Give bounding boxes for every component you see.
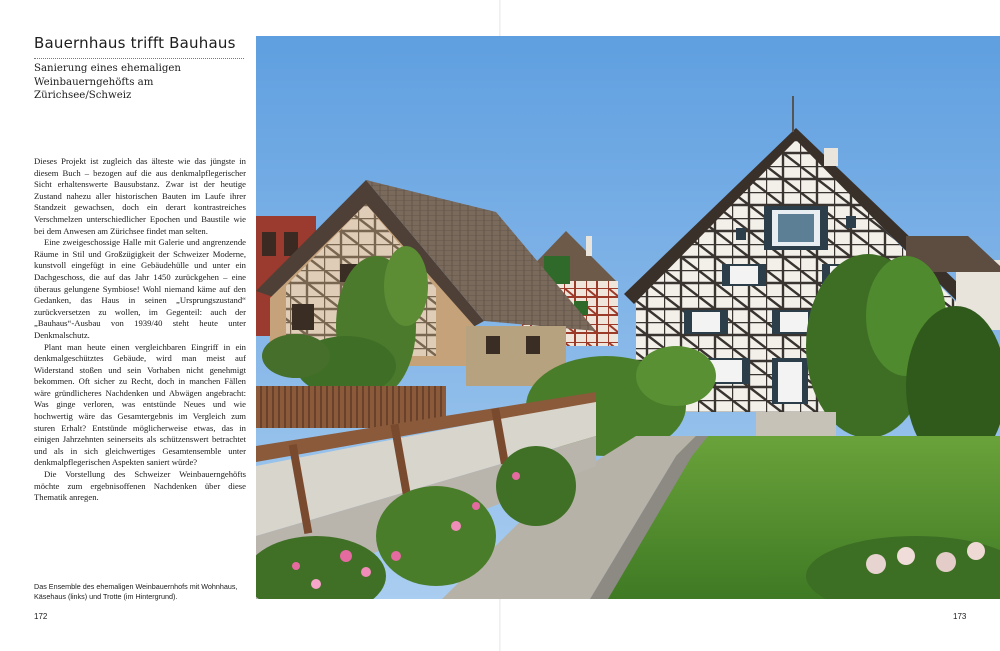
page-number-right: 173: [953, 612, 967, 621]
body-paragraph: Dieses Projekt ist zugleich das älteste wie das jüngste in diesem Buch – bezogen auf die aus denkmalpflegerischer Sicht erhaltenswerte Bausubstanz. Zwar ist der heutige Zustand nahezu aller historischen Bauten im Laufe ihrer Standzeit gewachsen, doch ein derart kontrastreiches Verschmelzen unterschiedlicher Epochen und Baustile wie bei dem Anwesen am Zürichsee findet man selten.: [34, 156, 246, 236]
body-paragraph: Eine zweigeschossige Halle mit Galerie und angrenzende Räume in Stil und Großzügigkeit der Schweizer Moderne, kunstvoll eingefügt in eine Gebäudehülle und unter ein Dachgeschoss, die auf das Jahr 1450 zurückgehen – eine überaus gelungene Symbiose! Wohl niemand käme auf den Gedanken, das Haus in seinen „Ursprungszustand“ zurückversetzen zu wollen, im Gegenteil: auch der „Bauhaus“-Ausbau von 1939/40 steht heute unter Denkmalschutz.: [34, 237, 246, 340]
body-paragraph: Plant man heute einen vergleichbaren Eingriff in ein denkmalgeschütztes Gebäude, wird man meist auf Widerstand stoßen und sein Vorhaben nicht genehmigt bekommen. Oft sicher zu Recht, doch in manchen Fällen wäre gründlicheres Nachdenken und Abwägen angebracht: Was ginge verloren, was entstünde Neues und wie hochwertig wäre das Gesamtergebnis im Vergleich zum sturen Erhalt? Entstünde möglicherweise etwas, das in einigen Jahrzehnten seinerseits als schützenswert betrachtet und als in sich gleichwertiges Gesamtensemble unter denkmalpflegerischen Aspekten saniert würde?: [34, 341, 246, 468]
article-body: [34, 156, 246, 504]
article-subtitle: Sanierung eines ehemaligen Weinbauerngehöfts am Zürichsee/Schweiz: [34, 63, 181, 101]
farmhouse-ensemble-photo: [256, 36, 1000, 599]
photo-caption: Das Ensemble des ehemaligen Weinbauernhofs mit Wohnhaus, Käsehaus (links) und Trotte (im Hintergrund).: [34, 582, 238, 601]
article-title: Bauernhaus trifft Bauhaus: [34, 34, 236, 52]
steps: [756, 412, 836, 436]
page-number-left: 172: [34, 612, 48, 621]
photo-illustration: [256, 36, 1000, 599]
title-divider: [34, 58, 244, 59]
body-paragraph: Die Vorstellung des Schweizer Weinbauerngehöfts möchte zum ergebnisoffenen Nachdenken über diese Thematik anregen.: [34, 469, 246, 503]
